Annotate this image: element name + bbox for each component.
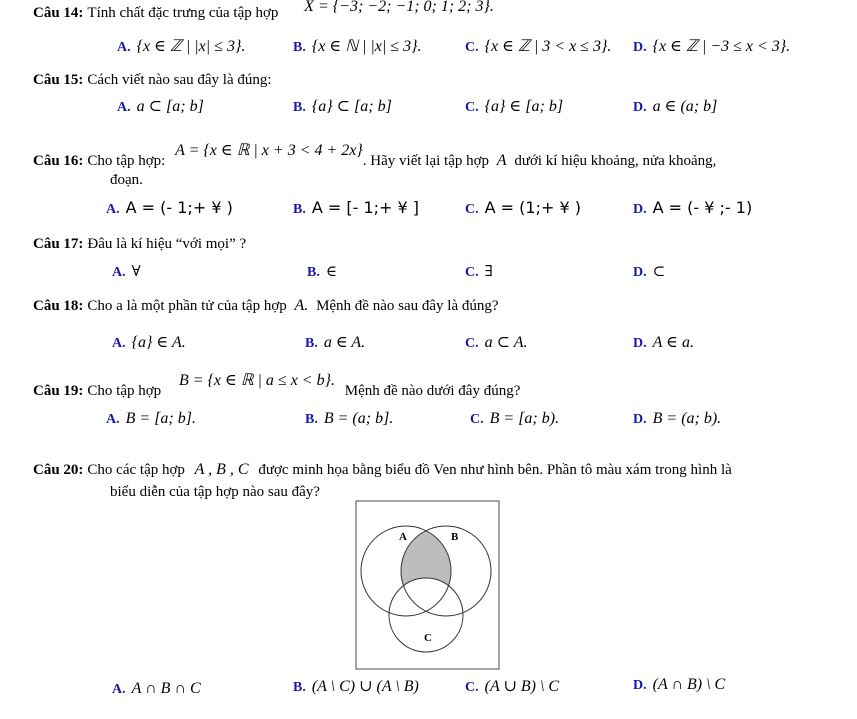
option-d[interactable]: D. A ∈ a. [633,334,694,351]
option-d[interactable]: D. A = (- ¥ ;- 1) [633,198,753,217]
question-text-2: được minh họa bằng biểu đồ Ven như hình bên. Phần tô màu xám trong hình là [258,462,732,478]
option-value: ∀ [131,264,141,280]
option-c[interactable]: C. (A ∪ B) \ C [465,678,560,695]
option-value: ∈ [325,264,337,280]
question-label: Câu 14: [33,5,84,21]
question-text-2: Mệnh đề nào sau đây là đúng? [316,298,499,314]
question-20 [33,461,732,479]
option-value: (A ∪ B) \ C [484,678,560,695]
question-text: Cho tập hợp [87,383,162,399]
option-a[interactable]: A. B = [a; b]. [106,410,196,427]
option-d[interactable]: D. B = (a; b). [633,410,722,427]
option-c[interactable]: C. {x ∈ ℤ | 3 < x ≤ 3}. [465,38,612,55]
option-b[interactable]: B. A = [- 1;+ ¥ ] [293,198,420,217]
option-value: {a} ∈ [a; b] [484,98,564,115]
option-value: B = [a; b). [489,410,560,427]
option-d[interactable]: D. {x ∈ ℤ | −3 ≤ x < 3}. [633,38,791,55]
question-16 [33,142,717,170]
question-text: Cách viết nào sau đây là đúng: [87,72,272,88]
option-value: B = [a; b]. [125,410,196,427]
question-16-continued [110,172,143,189]
option-b[interactable]: B. {a} ⊂ [a; b] [293,98,392,115]
question-label: Câu 15: [33,72,84,88]
question-label: Câu 20: [33,462,84,478]
question-text: Tính chất đặc trưng của tập hợp [87,5,279,21]
option-c[interactable]: C. a ⊂ A. [465,334,528,351]
option-value: {a} ∈ A. [131,334,186,351]
option-value: (A \ C) ∪ (A \ B) [311,678,419,695]
venn-diagram [355,500,500,670]
option-a[interactable]: A. A = (- 1;+ ¥ ) [106,198,233,217]
option-value: ∃ [484,264,493,280]
option-c[interactable]: C. {a} ∈ [a; b] [465,98,564,115]
option-a[interactable]: A. ∀ [112,264,141,280]
option-a[interactable]: A. {a} ∈ A. [112,334,186,351]
option-b[interactable]: B. B = (a; b]. [305,410,394,427]
option-value: {x ∈ ℤ | |x| ≤ 3}. [136,38,246,55]
option-value: a ⊂ A. [484,334,528,351]
question-text-2: Mệnh đề nào dưới đây đúng? [344,383,521,399]
option-value: a ∈ A. [323,334,366,351]
question-text: Đâu là kí hiệu “với mọi” ? [87,236,247,252]
question-15 [33,72,272,89]
question-text: Cho tập hợp: [87,153,166,169]
option-value: ⊂ [652,264,666,280]
option-a[interactable]: A. a ⊂ [a; b] [117,98,204,115]
option-value: A = (- ¥ ;- 1) [652,198,753,217]
option-value: a ⊂ [a; b] [136,98,204,115]
option-value: A = (- 1;+ ¥ ) [125,198,233,217]
option-a[interactable]: A. A ∩ B ∩ C [112,680,201,697]
option-b[interactable]: B. a ∈ A. [305,334,366,351]
option-c[interactable]: C. ∃ [465,264,493,280]
option-b[interactable]: B. (A \ C) ∪ (A \ B) [293,678,419,695]
option-value: {a} ⊂ [a; b] [311,98,392,115]
question-text: Cho a là một phần tử của tập hợp [87,298,287,314]
option-value: A = (1;+ ¥ ) [484,198,581,217]
option-d[interactable]: D. a ∈ (a; b] [633,98,718,115]
set-variable: A. [294,297,309,314]
set-variable: A [496,152,507,169]
question-label: Câu 18: [33,298,84,314]
question-text-2: . Hãy viết lại tập hợp [362,153,490,169]
option-value: {x ∈ ℕ | |x| ≤ 3}. [311,38,422,55]
question-17 [33,236,246,253]
set-names: A , B , C [194,461,249,478]
option-b[interactable]: B. {x ∈ ℕ | |x| ≤ 3}. [293,38,422,55]
option-value: A ∈ a. [652,334,694,351]
label-a: A [399,531,407,543]
option-value: (A ∩ B) \ C [652,676,726,693]
option-d[interactable]: D. (A ∩ B) \ C [633,676,726,693]
option-value: A = [- 1;+ ¥ ] [311,198,420,217]
option-b[interactable]: B. ∈ [307,264,337,280]
option-value: B = (a; b]. [323,410,394,427]
option-c[interactable]: C. B = [a; b). [470,410,560,427]
question-label: Câu 16: [33,153,84,169]
option-value: {x ∈ ℤ | 3 < x ≤ 3}. [484,38,612,55]
question-text: Cho các tập hợp [87,462,185,478]
option-value: a ∈ (a; b] [652,98,718,115]
option-value: A ∩ B ∩ C [131,680,201,697]
question-text-3: dưới kí hiệu khoảng, nửa khoảng, [514,153,717,169]
option-c[interactable]: C. A = (1;+ ¥ ) [465,198,581,217]
question-20-continued [110,484,320,501]
option-value: B = (a; b). [652,410,722,427]
set-expression: X = {−3; −2; −1; 0; 1; 2; 3}. [304,0,494,15]
label-b: B [451,531,459,543]
label-c: C [424,632,432,644]
question-14 [33,0,494,22]
set-expression: A = {x ∈ ℝ | x + 3 < 4 + 2x} [175,142,363,159]
question-text-3: biểu diễn của tập hợp nào sau đây? [110,484,320,500]
option-a[interactable]: A. {x ∈ ℤ | |x| ≤ 3}. [117,38,246,55]
question-19 [33,372,521,400]
question-text-4: đoạn. [110,172,143,188]
set-expression: B = {x ∈ ℝ | a ≤ x < b}. [178,372,335,389]
question-label: Câu 19: [33,383,84,399]
question-label: Câu 17: [33,236,84,252]
question-18 [33,297,499,315]
option-d[interactable]: D. ⊂ [633,264,666,280]
option-value: {x ∈ ℤ | −3 ≤ x < 3}. [652,38,791,55]
